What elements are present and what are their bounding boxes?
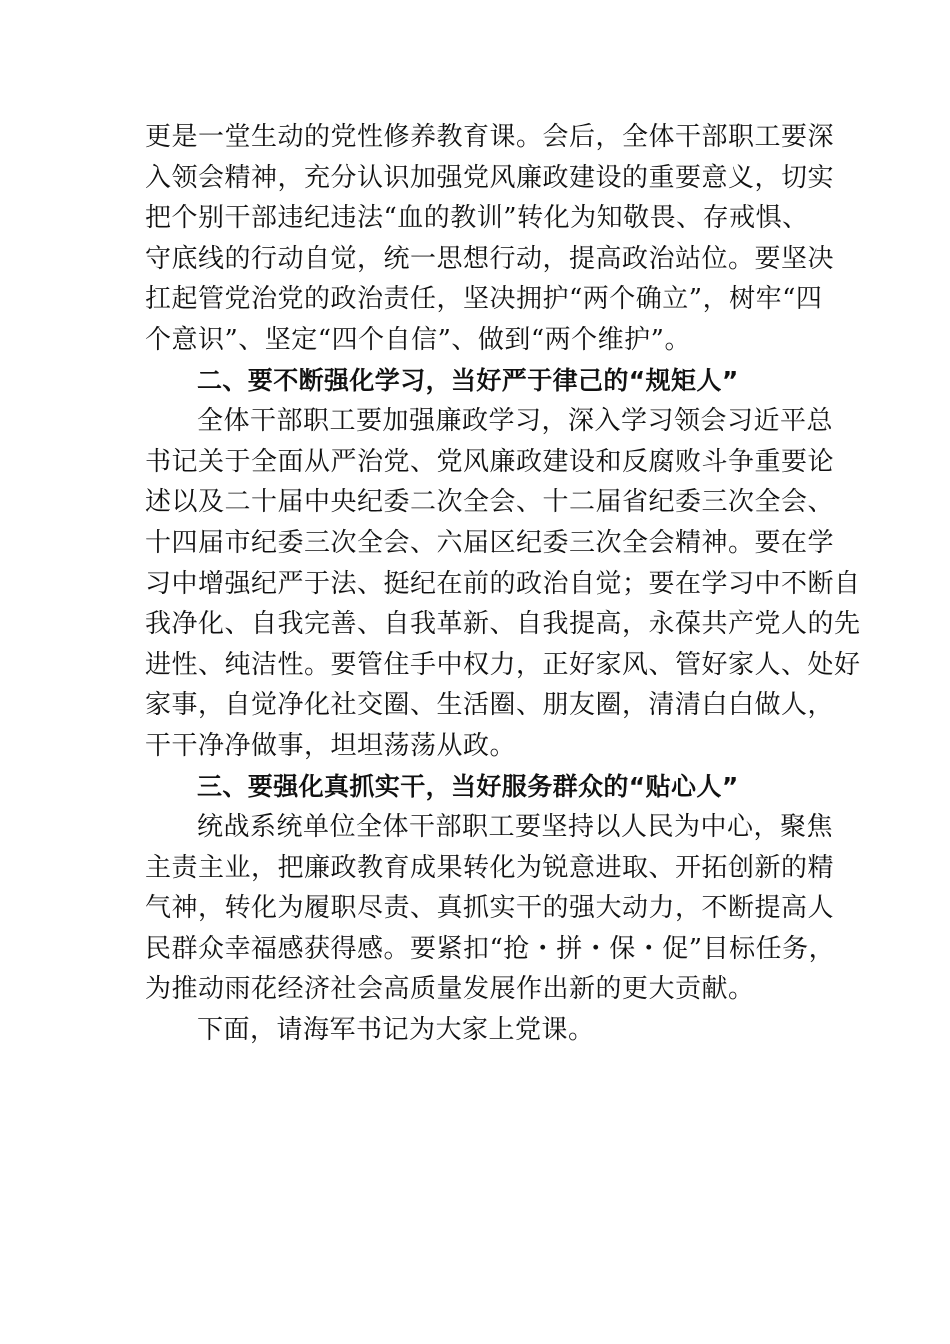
- text-line: 民群众幸福感获得感。要紧扣“抢・拼・保・促”目标任务，: [145, 933, 836, 964]
- text-line: 入领会精神，充分认识加强党风廉政建设的重要意义，切实: [145, 162, 835, 193]
- document-body: [145, 117, 861, 1051]
- text-line: 为推动雨花经济社会高质量发展作出新的更大贡献。: [145, 974, 755, 1005]
- text-line: 我净化、自我完善、自我革新、自我提高，永葆共产党人的先: [145, 609, 861, 640]
- section-heading-2: 二、要不断强化学习，当好严于律己的“规矩人”: [197, 365, 739, 395]
- text-line: 全体干部职工要加强廉政学习，深入学习领会习近平总: [197, 406, 834, 437]
- text-line: 述以及二十届中央纪委二次全会、十二届省纪委三次全会、: [145, 487, 835, 518]
- text-line: 更是一堂生动的党性修养教育课。会后，全体干部职工要深: [145, 122, 835, 152]
- text-line: 习中增强纪严于法、挺纪在前的政治自觉；要在学习中不断自: [145, 568, 861, 599]
- text-line: 干干净净做事，坦坦荡荡从政。: [145, 730, 517, 761]
- paragraph-1: [145, 117, 835, 361]
- text-line: 书记关于全面从严治党、党风廉政建设和反腐败斗争重要论: [145, 446, 835, 477]
- text-line: 扛起管党治党的政治责任，坚决拥护“两个确立”，树牢“四: [145, 284, 823, 315]
- paragraph-2: [145, 401, 861, 766]
- text-line: 守底线的行动自觉，统一思想行动，提高政治站位。要坚决: [145, 243, 835, 274]
- section-heading-3: 三、要强化真抓实干，当好服务群众的“贴心人”: [197, 771, 739, 801]
- text-line: 主责主业，把廉政教育成果转化为锐意进取、开拓创新的精: [145, 852, 835, 883]
- text-line: 进性、纯洁性。要管住手中权力，正好家风、管好家人、处好: [145, 649, 861, 680]
- paragraph-3: [145, 807, 836, 1010]
- text-line: 统战系统单位全体干部职工要坚持以人民为中心，聚焦: [197, 812, 834, 843]
- text-line: 个意识”、坚定“四个自信”、做到“两个维护”。: [145, 324, 691, 355]
- text-line: 家事，自觉净化社交圈、生活圈、朋友圈，清清白白做人，: [145, 690, 835, 721]
- text-line: 气神，转化为履职尽责、真抓实干的强大动力，不断提高人: [145, 893, 835, 924]
- text-line: 十四届市纪委三次全会、六届区纪委三次全会精神。要在学: [145, 527, 835, 558]
- text-line: 把个别干部违纪违法“血的教训”转化为知敬畏、存戒惧、: [145, 203, 809, 234]
- closing-line: 下面，请海军书记为大家上党课。: [197, 1015, 595, 1046]
